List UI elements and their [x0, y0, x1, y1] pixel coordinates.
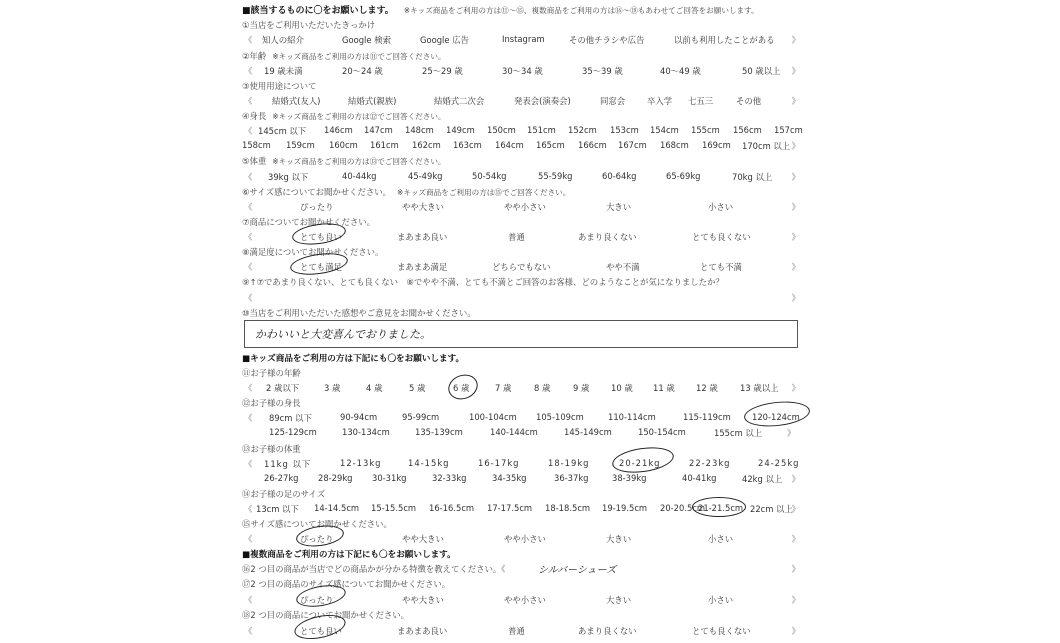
q4-option[interactable]: 155cm	[691, 125, 720, 135]
q11-option[interactable]: 13 歳以上	[740, 383, 779, 393]
q13-option[interactable]: 42kg 以上	[742, 474, 783, 484]
q13-option[interactable]: 16-17kg	[478, 458, 520, 468]
q13-option[interactable]: 38-39kg	[612, 473, 647, 483]
q15-option-selected[interactable]: ぴったり	[300, 534, 334, 544]
bracket-close: 》	[791, 232, 800, 242]
q18-options	[242, 625, 800, 637]
q4-label	[242, 110, 446, 122]
q11-option[interactable]: 12 歳	[696, 383, 718, 393]
q13-option[interactable]: 30-31kg	[372, 473, 407, 483]
q3-option[interactable]: 発表会(演奏会)	[514, 96, 571, 106]
q14-option[interactable]: 15-15.5cm	[371, 503, 417, 513]
q4-option[interactable]: 169cm	[702, 140, 731, 150]
q1-option[interactable]: 知人の紹介	[262, 35, 304, 45]
q8-label: ⑧満足度についてお聞かせください。	[242, 247, 384, 257]
q15-option[interactable]: 大きい	[606, 534, 632, 544]
bracket-close: 》	[791, 293, 800, 303]
q6-options	[242, 201, 800, 213]
bracket-close: 》	[791, 383, 800, 393]
q13-option[interactable]: 22-23kg	[689, 458, 731, 468]
bracket-close: 》	[791, 35, 800, 45]
q12-option[interactable]: 130-134cm	[342, 427, 390, 437]
q11-option[interactable]: 9 歳	[573, 383, 590, 393]
q7-option-selected[interactable]: とても良い	[300, 232, 342, 242]
bracket-open: 《	[244, 413, 253, 423]
q1-label: ①当店をご利用いただいたきっかけ	[242, 20, 376, 30]
q3-option[interactable]: 同窓会	[600, 96, 626, 106]
q3-option[interactable]: その他	[736, 96, 762, 106]
q14-option[interactable]: 18-18.5cm	[545, 503, 591, 513]
q7-option[interactable]: とても良くない	[692, 232, 751, 242]
q7-label: ⑦商品についてお聞かせください。	[242, 217, 375, 227]
q4-options-row1	[242, 125, 803, 137]
q14-option[interactable]: 20-20.5cm	[660, 503, 706, 513]
q13-option[interactable]: 12-13kg	[340, 458, 382, 468]
q18-option[interactable]: 普通	[508, 626, 525, 636]
bracket-open: 《	[244, 459, 253, 469]
bracket-close: 》	[791, 262, 800, 272]
q13-option[interactable]: 24-25kg	[758, 458, 800, 468]
q6-option[interactable]: ぴったり	[300, 202, 334, 212]
q14-option[interactable]: 19-19.5cm	[602, 503, 648, 513]
q17-options	[242, 594, 800, 606]
q4-note: ※キッズ商品をご利用の方は⑫でご回答ください。	[272, 112, 446, 121]
q8-option[interactable]: どちらでもない	[492, 262, 551, 272]
q12-option[interactable]: 89cm 以下	[269, 413, 312, 423]
q4-option[interactable]: 149cm	[446, 125, 475, 135]
q13-option[interactable]: 26-27kg	[264, 473, 299, 483]
q14-option[interactable]: 14-14.5cm	[314, 503, 360, 513]
q3-option[interactable]: 結婚式(友人)	[272, 96, 321, 106]
q9-label: ⑨↑⑦であまり良くない、とても良くない ⑧でやや不満、とても不満とご回答のお客様、どのようなことが気になりましたか？	[242, 277, 724, 287]
q4-option[interactable]: 162cm	[412, 140, 441, 150]
q18-label: ⑱2 つ目の商品についてお聞かせください。	[242, 610, 409, 620]
q17-option[interactable]: 大きい	[606, 595, 632, 605]
q12-option[interactable]: 115-119cm	[683, 412, 731, 422]
q12-option[interactable]: 140-144cm	[490, 427, 538, 437]
q17-option-selected[interactable]: ぴったり	[300, 595, 334, 605]
q5-option[interactable]: 45-49kg	[408, 171, 443, 181]
q3-option[interactable]: 卒入学	[647, 96, 673, 106]
q1-option[interactable]: その他チラシや広告	[569, 35, 645, 45]
q2-option[interactable]: 25～29 歳	[422, 66, 463, 76]
q4-option[interactable]: 150cm	[487, 125, 516, 135]
q12-label: ⑫お子様の身長	[242, 398, 301, 408]
q12-options-row1	[242, 412, 800, 424]
multi-section-title: ■複数商品をご利用の方は下記にも〇をお願いします。	[242, 550, 456, 560]
q6-option[interactable]: やや小さい	[504, 202, 546, 212]
q13-option[interactable]: 11kg 以下	[264, 459, 312, 469]
q5-option[interactable]: 55-59kg	[538, 171, 573, 181]
q15-option[interactable]: 小さい	[708, 534, 734, 544]
q13-option[interactable]: 18-19kg	[548, 458, 590, 468]
bracket-close: 》	[791, 172, 800, 182]
q13-option[interactable]: 34-35kg	[492, 473, 527, 483]
q6-option[interactable]: やや大きい	[402, 202, 444, 212]
q17-option[interactable]: やや小さい	[504, 595, 546, 605]
q3-option[interactable]: 結婚式二次会	[434, 96, 485, 106]
q13-option[interactable]: 36-37kg	[554, 473, 589, 483]
q8-option[interactable]: やや不満	[606, 262, 640, 272]
q13-option[interactable]: 14-15kg	[408, 458, 450, 468]
q5-label	[242, 155, 446, 167]
q10-answer-text: かわいいと大変喜んでおりました。	[255, 328, 431, 341]
q13-option[interactable]: 28-29kg	[318, 473, 353, 483]
q14-option[interactable]: 22cm 以上	[750, 504, 793, 514]
q10-label: ⑩当店をご利用いただいた感想やご意見をお聞かせください。	[242, 308, 476, 318]
q12-option[interactable]: 145-149cm	[564, 427, 612, 437]
q17-option[interactable]: 小さい	[708, 595, 734, 605]
bracket-close: 》	[791, 626, 800, 636]
q2-options	[242, 65, 800, 77]
bracket-open: 《	[244, 96, 253, 106]
q2-option[interactable]: 19 歳未満	[264, 66, 303, 76]
q15-options	[242, 533, 800, 545]
q14-option[interactable]: 16-16.5cm	[429, 503, 475, 513]
bracket-close: 》	[791, 202, 800, 212]
bracket-open: 《	[244, 626, 253, 636]
bracket-open: 《	[244, 262, 253, 272]
bracket-close: 》	[791, 595, 800, 605]
q4-option[interactable]: 157cm	[774, 125, 803, 135]
q4-option[interactable]: 146cm	[324, 125, 353, 135]
q4-option[interactable]: 148cm	[405, 125, 434, 135]
q2-option[interactable]: 40～49 歳	[660, 66, 701, 76]
q18-option-selected[interactable]: とても良い	[300, 626, 342, 636]
q11-option[interactable]: 5 歳	[409, 383, 426, 393]
q2-option[interactable]: 30～34 歳	[502, 66, 543, 76]
q6-title: ⑥サイズ感についてお聞かせください。	[242, 187, 392, 197]
kids-section-title: ■キッズ商品をご利用の方は下記にも〇をお願いします。	[242, 354, 465, 364]
q4-option[interactable]: 167cm	[618, 140, 647, 150]
q13-option[interactable]: 40-41kg	[682, 473, 717, 483]
q18-option[interactable]: あまり良くない	[578, 626, 637, 636]
q1-option[interactable]: 以前も利用したことがある	[674, 35, 775, 45]
header-note: ※キッズ商品をご利用の方は⑪～⑮、複数商品をご利用の方は⑯～⑱もあわせてご回答をお願いします。	[403, 6, 759, 15]
bracket-open: 《	[244, 504, 253, 514]
q7-option[interactable]: まあまあ良い	[397, 232, 448, 242]
q2-label	[242, 50, 446, 62]
bracket-close: 》	[791, 141, 800, 151]
q13-option-selected[interactable]: 20-21kg	[619, 458, 661, 468]
q5-option[interactable]: 70kg 以上	[732, 172, 773, 182]
q13-options-row1	[242, 458, 800, 470]
q12-option[interactable]: 110-114cm	[608, 412, 656, 422]
q11-option[interactable]: 2 歳以下	[266, 383, 300, 393]
q4-option[interactable]: 152cm	[568, 125, 597, 135]
q5-note: ※キッズ商品をご利用の方は⑬でご回答ください。	[272, 157, 446, 166]
q4-option[interactable]: 163cm	[453, 140, 482, 150]
q6-option[interactable]: 小さい	[708, 202, 734, 212]
q18-option[interactable]: とても良くない	[692, 626, 751, 636]
bracket-close: 》	[791, 96, 800, 106]
q8-options	[242, 261, 800, 273]
q5-option[interactable]: 50-54kg	[472, 171, 507, 181]
bracket-open: 《	[244, 293, 253, 303]
q14-option[interactable]: 13cm 以下	[256, 504, 299, 514]
q7-options	[242, 231, 800, 243]
bracket-close: 》	[787, 428, 796, 438]
q4-options-row2	[242, 140, 800, 152]
bracket-close: 》	[791, 534, 800, 544]
q5-option[interactable]: 39kg 以下	[268, 172, 309, 182]
q11-option[interactable]: 8 歳	[534, 383, 551, 393]
bracket-open: 《	[244, 66, 253, 76]
q1-option[interactable]: Google 検索	[342, 35, 391, 45]
q16-label: ⑯2 つ目の商品が当店でどの商品かが分かる特徴を教えてください。《	[242, 564, 506, 574]
q11-options	[242, 382, 800, 394]
q5-options	[242, 171, 800, 183]
bracket-open: 《	[244, 534, 253, 544]
q12-option[interactable]: 125-129cm	[269, 427, 317, 437]
q1-option[interactable]: Google 広告	[420, 35, 469, 45]
q15-label: ⑮サイズ感についてお聞かせください。	[242, 519, 392, 529]
q3-options	[242, 95, 800, 107]
bracket-open: 《	[244, 232, 253, 242]
q17-option[interactable]: やや大きい	[402, 595, 444, 605]
bracket-close: 》	[791, 474, 800, 484]
q2-option[interactable]: 50 歳以上	[742, 66, 781, 76]
q11-option[interactable]: 11 歳	[653, 383, 675, 393]
q12-option[interactable]: 105-109cm	[536, 412, 584, 422]
bracket-close: 》	[791, 66, 800, 76]
q4-option[interactable]: 160cm	[329, 140, 358, 150]
q8-option[interactable]: とても不満	[700, 262, 742, 272]
q4-option[interactable]: 165cm	[536, 140, 565, 150]
q4-option[interactable]: 164cm	[495, 140, 524, 150]
q12-option-selected[interactable]: 120-124cm	[752, 412, 800, 422]
q6-option[interactable]: 大きい	[606, 202, 632, 212]
q10-answer-box[interactable]	[244, 320, 798, 348]
bracket-open: 《	[244, 172, 253, 182]
q15-option[interactable]: やや小さい	[504, 534, 546, 544]
q4-option[interactable]: 153cm	[610, 125, 639, 135]
q11-option[interactable]: 10 歳	[611, 383, 633, 393]
header	[242, 3, 759, 16]
bracket-close: 》	[791, 564, 800, 574]
q7-option[interactable]: 普通	[508, 232, 525, 242]
q2-note: ※キッズ商品をご利用の方は⑪でご回答ください。	[272, 52, 446, 61]
q2-option[interactable]: 20～24 歳	[342, 66, 383, 76]
q7-option[interactable]: あまり良くない	[578, 232, 637, 242]
q5-option[interactable]: 40-44kg	[342, 171, 377, 181]
q5-option[interactable]: 65-69kg	[666, 171, 701, 181]
q4-option[interactable]: 156cm	[733, 125, 762, 135]
q12-option[interactable]: 150-154cm	[638, 427, 686, 437]
q13-label: ⑬お子様の体重	[242, 444, 301, 454]
bracket-open: 《	[244, 383, 253, 393]
q4-option[interactable]: 168cm	[660, 140, 689, 150]
q4-title: ④身長	[242, 111, 267, 121]
q3-label: ③使用用途について	[242, 81, 317, 91]
q4-option[interactable]: 151cm	[527, 125, 556, 135]
q4-option[interactable]: 154cm	[650, 125, 679, 135]
q6-note: ※キッズ商品をご利用の方は⑮でご回答ください。	[397, 188, 571, 197]
q3-option[interactable]: 七五三	[688, 96, 714, 106]
bracket-open: 《	[244, 126, 253, 136]
q11-label: ⑪お子様の年齢	[242, 368, 301, 378]
header-title: ■該当するものに〇をお願いします。	[242, 6, 394, 16]
q4-option[interactable]: 159cm	[286, 140, 315, 150]
q8-option-selected[interactable]: とても満足	[300, 262, 342, 272]
q11-option[interactable]: 3 歳	[324, 383, 341, 393]
q3-option[interactable]: 結婚式(親族)	[348, 96, 397, 106]
q12-option[interactable]: 135-139cm	[415, 427, 463, 437]
q13-option[interactable]: 32-33kg	[432, 473, 467, 483]
q9-answer[interactable]	[242, 292, 800, 304]
q4-option[interactable]: 170cm 以上	[742, 141, 791, 151]
q12-option[interactable]: 155cm 以上	[714, 428, 763, 438]
q14-options	[242, 503, 800, 515]
q13-options-row2	[242, 473, 800, 485]
q6-label	[242, 186, 570, 198]
q14-option[interactable]: 17-17.5cm	[487, 503, 533, 513]
q14-option-selected[interactable]: 21-21.5cm	[698, 503, 744, 513]
q4-option[interactable]: 158cm	[242, 140, 271, 150]
bracket-open: 《	[244, 35, 253, 45]
q11-option[interactable]: 4 歳	[366, 383, 383, 393]
q16-row	[242, 563, 800, 575]
bracket-open: 《	[244, 595, 253, 605]
bracket-close: 》	[791, 504, 800, 514]
q15-option[interactable]: やや大きい	[402, 534, 444, 544]
q12-options-row2	[242, 427, 800, 439]
q11-option-selected[interactable]: 6 歳	[453, 383, 470, 393]
q4-option[interactable]: 145cm 以下	[258, 126, 307, 136]
q14-label: ⑭お子様の足のサイズ	[242, 489, 326, 499]
q1-options	[242, 34, 800, 46]
q4-option[interactable]: 147cm	[364, 125, 393, 135]
q8-option[interactable]: まあまあ満足	[397, 262, 448, 272]
q5-title: ⑤体重	[242, 156, 267, 166]
q16-answer-text[interactable]: シルバーシューズ	[538, 565, 617, 576]
q2-title: ②年齢	[242, 51, 267, 61]
q17-label: ⑰2 つ目の商品のサイズ感についてお聞かせください。	[242, 579, 451, 589]
q11-option[interactable]: 7 歳	[495, 383, 512, 393]
q5-option[interactable]: 60-64kg	[602, 171, 637, 181]
q12-option[interactable]: 100-104cm	[469, 412, 517, 422]
q18-option[interactable]: まあまあ良い	[397, 626, 448, 636]
q2-option[interactable]: 35～39 歳	[582, 66, 623, 76]
q4-option[interactable]: 166cm	[578, 140, 607, 150]
q4-option[interactable]: 161cm	[370, 140, 399, 150]
bracket-open: 《	[244, 202, 253, 212]
q1-option[interactable]: Instagram	[502, 34, 545, 44]
q12-option[interactable]: 90-94cm	[340, 412, 378, 422]
q12-option[interactable]: 95-99cm	[402, 412, 440, 422]
